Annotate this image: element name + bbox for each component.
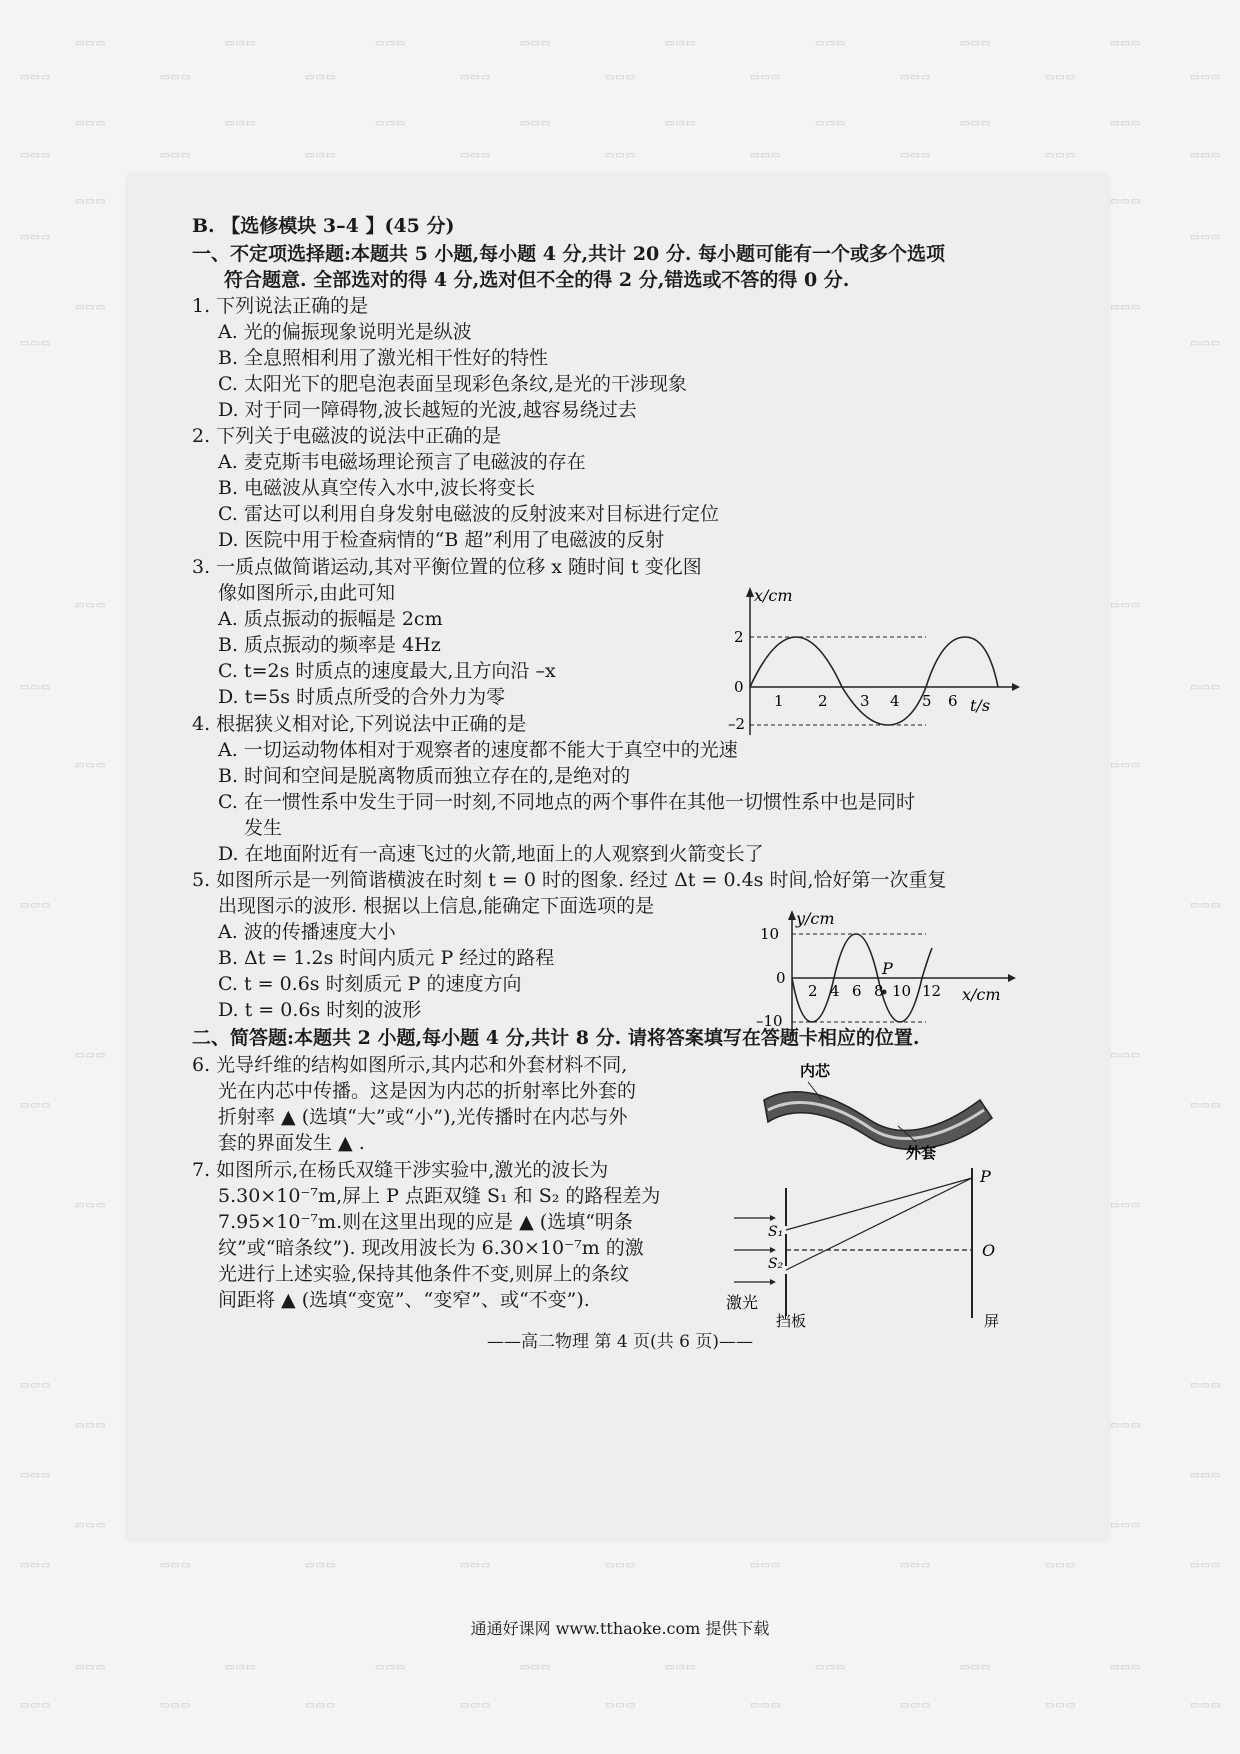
q6-optical-fiber-figure: [760, 1060, 1000, 1160]
module-title: B. 【选修模块 3–4 】(45 分): [192, 215, 455, 237]
watermark-mark: ▭▭▭: [960, 1662, 992, 1673]
q3-x-tick-2: 2: [818, 692, 828, 710]
watermark-mark: ▭▭▭: [20, 1380, 52, 1391]
watermark-mark: ▭▭▭: [160, 72, 192, 83]
section1-header: 一、不定项选择题:本题共 5 小题,每小题 4 分,共计 20 分. 每小题可能有一个或多个选项: [192, 243, 946, 265]
q1-option-b: B. 全息照相利用了激光相干性好的特性: [218, 347, 549, 369]
watermark-mark: ▭▭▭: [605, 1700, 637, 1711]
q7-line3: 7.95×10⁻⁷m.则在这里出现的应是 ▲ (选填“明条: [218, 1211, 633, 1233]
watermark-mark: ▭▭▭: [520, 1662, 552, 1673]
q2-option-c: C. 雷达可以利用自身发射电磁波的反射波来对目标进行定位: [218, 503, 719, 525]
q4-stem: 4. 根据狭义相对论,下列说法中正确的是: [192, 713, 527, 735]
q7-laser-label: 激光: [726, 1293, 759, 1312]
q5-option-c: C. t = 0.6s 时刻质元 P 的速度方向: [218, 973, 522, 995]
q7-double-slit-figure: [726, 1158, 1016, 1328]
q5-x-tick-8: 8: [874, 982, 884, 1000]
watermark-mark: ▭▭▭: [1110, 38, 1142, 49]
q6-line2: 光在内芯中传播。这是因为内芯的折射率比外套的: [218, 1080, 637, 1102]
watermark-mark: ▭▭▭: [225, 38, 257, 49]
q1-option-a: A. 光的偏振现象说明光是纵波: [218, 321, 472, 343]
watermark-mark: ▭▭▭: [75, 600, 107, 611]
q6-inner-label: 内芯: [800, 1062, 831, 1080]
q7-line5: 光进行上述实验,保持其他条件不变,则屏上的条纹: [218, 1263, 630, 1285]
q3-option-d: D. t=5s 时质点所受的合外力为零: [218, 686, 506, 708]
watermark-mark: ▭▭▭: [1110, 118, 1142, 129]
watermark-mark: ▭▭▭: [75, 38, 107, 49]
q6-line1: 6. 光导纤维的结构如图所示,其内芯和外套材料不同,: [192, 1054, 628, 1076]
watermark-mark: ▭▭▭: [900, 72, 932, 83]
watermark-mark: ▭▭▭: [1190, 232, 1222, 243]
watermark-mark: ▭▭▭: [75, 1520, 107, 1531]
q7-line4: 纹”或“暗条纹”). 现改用波长为 6.30×10⁻⁷m 的激: [218, 1237, 644, 1259]
watermark-mark: ▭▭▭: [75, 302, 107, 313]
q7-o-label: O: [982, 1241, 996, 1260]
q3-x-axis-arrow: [746, 587, 754, 597]
watermark-mark: ▭▭▭: [665, 38, 697, 49]
q4-option-a: A. 一切运动物体相对于观察者的速度都不能大于真空中的光速: [218, 739, 738, 761]
watermark-mark: ▭▭▭: [20, 150, 52, 161]
watermark-mark: ▭▭▭: [750, 150, 782, 161]
watermark-mark: ▭▭▭: [1110, 600, 1142, 611]
watermark-mark: ▭▭▭: [1190, 150, 1222, 161]
q5-wave-graph: [756, 908, 1018, 1038]
q3-y-tick-2: 2: [734, 628, 744, 646]
watermark-mark: ▭▭▭: [1190, 338, 1222, 349]
watermark-mark: ▭▭▭: [1190, 900, 1222, 911]
q7-line1: 7. 如图所示,在杨氏双缝干涉实验中,激光的波长为: [192, 1159, 609, 1181]
watermark-mark: ▭▭▭: [1110, 760, 1142, 771]
watermark-mark: ▭▭▭: [1190, 1700, 1222, 1711]
watermark-mark: ▭▭▭: [1045, 1560, 1077, 1571]
q4-option-b: B. 时间和空间是脱离物质而独立存在的,是绝对的: [218, 765, 631, 787]
watermark-mark: ▭▭▭: [305, 1700, 337, 1711]
watermark-mark: ▭▭▭: [75, 1050, 107, 1061]
watermark-mark: ▭▭▭: [1190, 72, 1222, 83]
watermark-mark: ▭▭▭: [160, 1700, 192, 1711]
watermark-mark: ▭▭▭: [460, 1700, 492, 1711]
watermark-mark: ▭▭▭: [1110, 1662, 1142, 1673]
watermark-mark: ▭▭▭: [1110, 1420, 1142, 1431]
q2-option-b: B. 电磁波从真空传入水中,波长将变长: [218, 477, 536, 499]
section1-header-cont: 符合题意. 全部选对的得 4 分,选对但不全的得 2 分,错选或不答的得 0 分.: [224, 269, 850, 291]
watermark-mark: ▭▭▭: [960, 38, 992, 49]
watermark-mark: ▭▭▭: [225, 1662, 257, 1673]
q3-option-b: B. 质点振动的频率是 4Hz: [218, 634, 441, 656]
q7-baffle-label: 挡板: [776, 1312, 807, 1330]
watermark-mark: ▭▭▭: [1190, 1560, 1222, 1571]
q7-p-label: P: [980, 1167, 991, 1186]
page-footer: ——高二物理 第 4 页(共 6 页)——: [487, 1332, 753, 1352]
watermark-mark: ▭▭▭: [750, 1560, 782, 1571]
q3-stem-line1: 3. 一质点做简谐运动,其对平衡位置的位移 x 随时间 t 变化图: [192, 556, 702, 578]
watermark-mark: ▭▭▭: [460, 150, 492, 161]
q2-stem: 2. 下列关于电磁波的说法中正确的是: [192, 425, 502, 447]
watermark-mark: ▭▭▭: [665, 118, 697, 129]
watermark-mark: ▭▭▭: [900, 1700, 932, 1711]
watermark-mark: ▭▭▭: [305, 72, 337, 83]
q3-t-axis-arrow: [1012, 683, 1020, 691]
watermark-mark: ▭▭▭: [460, 72, 492, 83]
watermark-mark: ▭▭▭: [375, 118, 407, 129]
q3-x-tick-6: 6: [948, 692, 958, 710]
watermark-mark: ▭▭▭: [20, 338, 52, 349]
q6-fiber-outer-sheath: [764, 1092, 992, 1150]
watermark-mark: ▭▭▭: [960, 118, 992, 129]
q5-y-axis-arrow: [788, 910, 796, 920]
q5-stem-line1: 5. 如图所示是一列简谐横波在时刻 t = 0 时的图象. 经过 Δt = 0.4s 时间,恰好第一次重复: [192, 869, 947, 891]
watermark-mark: ▭▭▭: [750, 72, 782, 83]
q7-line2: 5.30×10⁻⁷m,屏上 P 点距双缝 S₁ 和 S₂ 的路程差为: [218, 1185, 661, 1207]
watermark-mark: ▭▭▭: [20, 900, 52, 911]
q3-y-axis-label: x/cm: [754, 586, 793, 605]
section2-header: 二、简答题:本题共 2 小题,每小题 4 分,共计 8 分. 请将答案填写在答题卡相应的位置.: [192, 1027, 920, 1049]
q2-option-d: D. 医院中用于检查病情的“B 超”利用了电磁波的反射: [218, 529, 665, 551]
watermark-mark: ▭▭▭: [1110, 1200, 1142, 1211]
watermark-mark: ▭▭▭: [605, 1560, 637, 1571]
q5-y-axis-label: y/cm: [796, 909, 835, 928]
q3-y-tick-0: 0: [734, 678, 744, 696]
q5-option-d: D. t = 0.6s 时刻的波形: [218, 999, 422, 1021]
watermark-mark: ▭▭▭: [75, 196, 107, 207]
watermark-mark: ▭▭▭: [20, 232, 52, 243]
watermark-mark: ▭▭▭: [460, 1560, 492, 1571]
q6-line3: 折射率 ▲ (选填“大”或“小”),光传播时在内芯与外: [218, 1106, 628, 1128]
watermark-mark: ▭▭▭: [75, 1420, 107, 1431]
q3-x-tick-3: 3: [860, 692, 870, 710]
watermark-mark: ▭▭▭: [815, 118, 847, 129]
q7-screen-label: 屏: [984, 1312, 1000, 1330]
q5-x-tick-6: 6: [852, 982, 862, 1000]
q3-sine-curve: [750, 637, 998, 725]
q6-outer-label: 外套: [906, 1144, 937, 1162]
watermark-mark: ▭▭▭: [20, 1700, 52, 1711]
watermark-mark: ▭▭▭: [20, 682, 52, 693]
watermark-mark: ▭▭▭: [20, 1470, 52, 1481]
q5-x-axis-arrow: [1008, 974, 1016, 982]
watermark-mark: ▭▭▭: [160, 1560, 192, 1571]
q3-x-tick-1: 1: [774, 692, 784, 710]
q3-y-tick-neg2: –2: [728, 715, 746, 733]
q7-line6: 间距将 ▲ (选填“变宽”、“变窄”、或“不变”).: [218, 1289, 590, 1311]
watermark-mark: ▭▭▭: [20, 1100, 52, 1111]
q3-option-a: A. 质点振动的振幅是 2cm: [218, 608, 443, 630]
q5-x-tick-10: 10: [892, 982, 912, 1000]
watermark-mark: ▭▭▭: [375, 1662, 407, 1673]
watermark-mark: ▭▭▭: [1190, 1470, 1222, 1481]
watermark-mark: ▭▭▭: [75, 118, 107, 129]
watermark-mark: ▭▭▭: [815, 1662, 847, 1673]
q5-y-tick-0: 0: [776, 969, 786, 987]
watermark-mark: ▭▭▭: [75, 760, 107, 771]
q3-x-axis-label: t/s: [970, 696, 991, 715]
q5-x-tick-4: 4: [830, 982, 840, 1000]
watermark-mark: ▭▭▭: [305, 150, 337, 161]
watermark-mark: ▭▭▭: [605, 150, 637, 161]
watermark-mark: ▭▭▭: [520, 118, 552, 129]
watermark-mark: ▭▭▭: [605, 72, 637, 83]
watermark-mark: ▭▭▭: [1045, 1700, 1077, 1711]
watermark-mark: ▭▭▭: [750, 1700, 782, 1711]
q5-option-b: B. Δt = 1.2s 时间内质元 P 经过的路程: [218, 947, 555, 969]
q5-y-tick-neg10: –10: [756, 1012, 783, 1030]
watermark-mark: ▭▭▭: [1110, 1520, 1142, 1531]
q5-x-tick-2: 2: [808, 982, 818, 1000]
q3-option-c: C. t=2s 时质点的速度最大,且方向沿 –x: [218, 660, 556, 682]
watermark-mark: ▭▭▭: [20, 1560, 52, 1571]
watermark-mark: ▭▭▭: [1110, 1050, 1142, 1061]
q3-x-tick-5: 5: [922, 692, 932, 710]
watermark-mark: ▭▭▭: [375, 38, 407, 49]
q1-option-d: D. 对于同一障碍物,波长越短的光波,越容易绕过去: [218, 399, 637, 421]
watermark-mark: ▭▭▭: [900, 1560, 932, 1571]
watermark-mark: ▭▭▭: [1045, 150, 1077, 161]
q2-option-a: A. 麦克斯韦电磁场理论预言了电磁波的存在: [218, 451, 586, 473]
q4-option-d: D. 在地面附近有一高速飞过的火箭,地面上的人观察到火箭变长了: [218, 843, 764, 865]
watermark-mark: ▭▭▭: [1190, 1380, 1222, 1391]
watermark-mark: ▭▭▭: [665, 1662, 697, 1673]
q6-line4: 套的界面发生 ▲ .: [218, 1132, 365, 1154]
download-credit: 通通好课网 www.tthaoke.com 提供下载: [470, 1619, 770, 1638]
q7-ray-s2: [786, 1178, 972, 1270]
watermark-mark: ▭▭▭: [305, 1560, 337, 1571]
q1-stem: 1. 下列说法正确的是: [192, 295, 369, 317]
watermark-mark: ▭▭▭: [20, 72, 52, 83]
q3-x-tick-4: 4: [890, 692, 900, 710]
q5-y-tick-10: 10: [760, 925, 780, 943]
q5-option-a: A. 波的传播速度大小: [218, 921, 396, 943]
watermark-mark: ▭▭▭: [225, 118, 257, 129]
watermark-mark: ▭▭▭: [1110, 196, 1142, 207]
q7-s2-label: S₂: [768, 1256, 784, 1272]
q7-s1-label: S₁: [768, 1224, 784, 1240]
watermark-mark: ▭▭▭: [520, 38, 552, 49]
watermark-mark: ▭▭▭: [1045, 72, 1077, 83]
q5-stem-line2: 出现图示的波形. 根据以上信息,能确定下面选项的是: [218, 895, 655, 917]
watermark-mark: ▭▭▭: [75, 1662, 107, 1673]
watermark-mark: ▭▭▭: [815, 38, 847, 49]
q5-x-axis-label: x/cm: [962, 985, 1001, 1004]
watermark-mark: ▭▭▭: [1190, 1100, 1222, 1111]
q4-option-c-cont: 发生: [244, 817, 283, 839]
watermark-mark: ▭▭▭: [1110, 302, 1142, 313]
watermark-mark: ▭▭▭: [1190, 682, 1222, 693]
q5-x-tick-12: 12: [922, 982, 942, 1000]
q5-point-p-label: P: [882, 959, 893, 978]
q4-option-c: C. 在一惯性系中发生于同一时刻,不同地点的两个事件在其他一切惯性系中也是同时: [218, 791, 915, 813]
watermark-mark: ▭▭▭: [75, 1200, 107, 1211]
watermark-mark: ▭▭▭: [160, 150, 192, 161]
q1-option-c: C. 太阳光下的肥皂泡表面呈现彩色条纹,是光的干涉现象: [218, 373, 687, 395]
q3-displacement-time-graph: [730, 585, 1020, 735]
watermark-mark: ▭▭▭: [900, 150, 932, 161]
q3-stem-line2: 像如图所示,由此可知: [218, 582, 396, 604]
q7-ray-s1: [786, 1178, 972, 1230]
